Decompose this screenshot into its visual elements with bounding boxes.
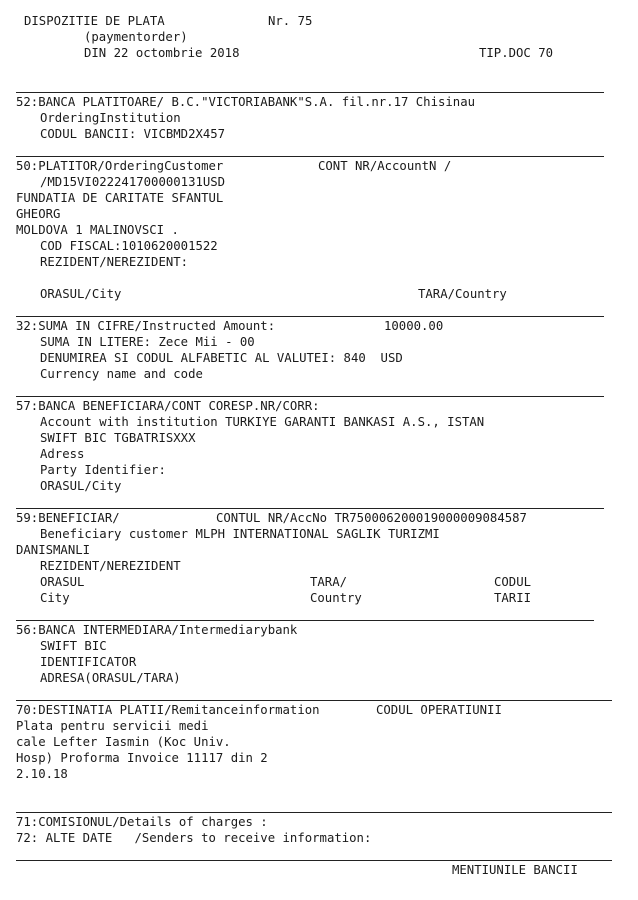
divider: [16, 92, 604, 93]
beneficiary-bank-swift: SWIFT BIC TGBATRISXXX: [40, 431, 196, 445]
beneficiary-label: 59:BENEFICIAR/: [16, 511, 120, 525]
divider: [16, 700, 612, 701]
beneficiary-bank-title: 57:BANCA BENEFICIARA/CONT CORESP.NR/CORR:: [16, 399, 320, 413]
payment-purpose-line: cale Lefter Iasmin (Koc Univ.: [16, 735, 231, 749]
beneficiary-bank-party: Party Identifier:: [40, 463, 166, 477]
amount-label: 32:SUMA IN CIFRE/Instructed Amount:: [16, 319, 276, 333]
ordering-institution-label: OrderingInstitution: [40, 111, 181, 125]
payer-country: TARA/Country: [418, 287, 507, 301]
beneficiary-bank-address: Adress: [40, 447, 85, 461]
document-subtitle: (paymentorder): [84, 30, 188, 44]
beneficiary-country-en: Country: [310, 591, 362, 605]
beneficiary-city-en: City: [40, 591, 70, 605]
intermediary-bank-title: 56:BANCA INTERMEDIARA/Intermediarybank: [16, 623, 298, 637]
beneficiary-account: CONTUL NR/AccNo TR750006200019000009084587: [216, 511, 527, 525]
beneficiary-bank-city: ORASUL/City: [40, 479, 122, 493]
beneficiary-code-en: TARII: [494, 591, 532, 605]
beneficiary-customer: Beneficiary customer MLPH INTERNATIONAL SAGLIK TURIZMI: [40, 527, 440, 541]
payer-city: ORASUL/City: [40, 287, 122, 301]
divider: [16, 812, 612, 813]
operation-code-label: CODUL OPERATIUNII: [376, 703, 502, 717]
currency-name: Currency name and code: [40, 367, 203, 381]
divider: [16, 156, 604, 157]
amount-value: 10000.00: [384, 319, 444, 333]
bank-notes-label: MENTIUNILE BANCII: [452, 863, 578, 877]
payer-fiscal-code: COD FISCAL:1010620001522: [40, 239, 218, 253]
document-date: DIN 22 octombrie 2018: [84, 46, 240, 60]
intermediary-address: ADRESA(ORASUL/TARA): [40, 671, 181, 685]
charges-label: 71:COMISIONUL/Details of charges :: [16, 815, 268, 829]
beneficiary-customer-cont: DANISMANLI: [16, 543, 91, 557]
payment-purpose-title: 70:DESTINATIA PLATII/Remitanceinformation: [16, 703, 320, 717]
payer-account: /MD15VI022241700000131USD: [40, 175, 226, 189]
intermediary-identifier: IDENTIFICATOR: [40, 655, 137, 669]
payer-resident: REZIDENT/NEREZIDENT:: [40, 255, 189, 269]
payment-purpose-line: 2.10.18: [16, 767, 68, 781]
payment-purpose-line: Hosp) Proforma Invoice 11117 din 2: [16, 751, 268, 765]
document-number: Nr. 75: [268, 14, 313, 28]
payer-account-label: CONT NR/AccountN /: [318, 159, 452, 173]
currency-label: DENUMIREA SI CODUL ALFABETIC AL VALUTEI: 840 USD: [40, 351, 403, 365]
amount-words: SUMA IN LITERE: Zece Mii - 00: [40, 335, 255, 349]
divider: [16, 396, 604, 397]
bank-code: CODUL BANCII: VICBMD2X457: [40, 127, 226, 141]
beneficiary-code-label: CODUL: [494, 575, 532, 589]
divider: [16, 620, 594, 621]
beneficiary-country-label: TARA/: [310, 575, 348, 589]
document-type: TIP.DOC 70: [479, 46, 554, 60]
payer-name-cont: GHEORG: [16, 207, 61, 221]
payer-address: MOLDOVA 1 MALINOVSCI .: [16, 223, 179, 237]
payer-name: FUNDATIA DE CARITATE SFANTUL: [16, 191, 224, 205]
other-data-label: 72: ALTE DATE /Senders to receive information:: [16, 831, 372, 845]
divider: [16, 508, 604, 509]
payer-label: 50:PLATITOR/OrderingCustomer: [16, 159, 224, 173]
beneficiary-bank-institution: Account with institution TURKIYE GARANTI BANKASI A.S., ISTAN: [40, 415, 485, 429]
divider: [16, 860, 612, 861]
paying-bank-line: 52:BANCA PLATITOARE/ B.C."VICTORIABANK"S.A. fil.nr.17 Chisinau: [16, 95, 476, 109]
divider: [16, 316, 604, 317]
payment-purpose-line: Plata pentru servicii medi: [16, 719, 209, 733]
document-title: DISPOZITIE DE PLATA: [24, 14, 165, 28]
beneficiary-resident: REZIDENT/NEREZIDENT: [40, 559, 181, 573]
intermediary-swift: SWIFT BIC: [40, 639, 107, 653]
beneficiary-city-label: ORASUL: [40, 575, 85, 589]
